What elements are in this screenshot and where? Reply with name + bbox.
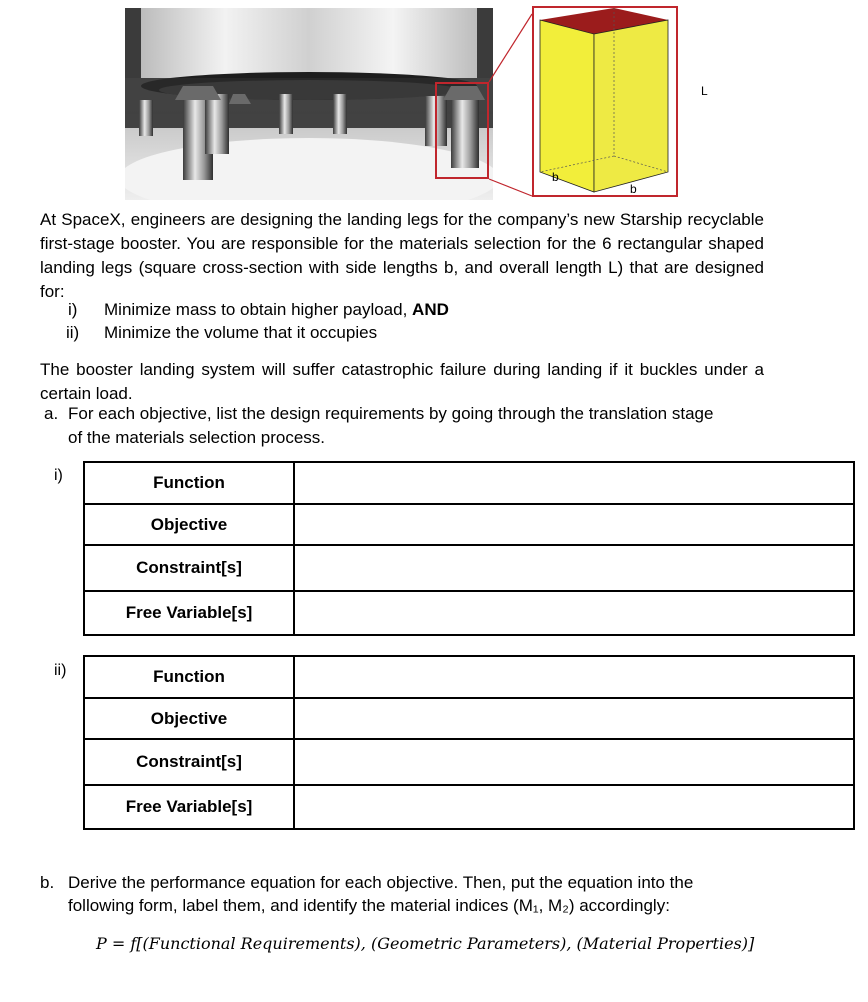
answer-cell-objective[interactable] [294, 698, 854, 739]
answer-cell-function[interactable] [294, 462, 854, 504]
row-label-constraints: Constraint[s] [84, 739, 294, 785]
row-label-free-variables: Free Variable[s] [84, 785, 294, 829]
table-row [84, 545, 854, 591]
objective-2-text: Minimize the volume that it occupies [104, 323, 378, 342]
part-a-text-line1: For each objective, list the design requirements by going through the translation stage [68, 404, 714, 423]
part-a-marker: a. [44, 404, 59, 423]
objective-1-and: AND [412, 300, 449, 319]
table-row [84, 698, 854, 739]
performance-equation: P = f[(Functional Requirements), (Geometric Parameters), (Material Properties)] [96, 934, 755, 953]
objective-2-marker: ii) [66, 323, 80, 342]
intro-paragraph: At SpaceX, engineers are designing the landing legs for the company’s new Starship recyclable first-stage booster. You are responsible for the materials selection for the 6 rectangular shaped landing legs (square cross-section with side lengths b, and overall length L) that are designed for: [40, 210, 764, 301]
requirements-table-1 [83, 461, 855, 636]
row-label-constraints: Constraint[s] [84, 545, 294, 591]
table-1-marker: i) [54, 467, 63, 484]
part-b-marker: b. [40, 873, 55, 892]
row-label-objective: Objective [84, 504, 294, 545]
part-b-text-line2: following form, label them, and identify the material indices (M₁, M₂) accordingly: [68, 896, 670, 915]
answer-cell-function[interactable] [294, 656, 854, 698]
row-label-function: Function [84, 656, 294, 698]
side-label-left: b [552, 170, 559, 184]
row-label-function: Function [84, 462, 294, 504]
objective-1-marker: i) [68, 300, 78, 319]
objective-1 [104, 299, 449, 321]
part-a-text-line2: of the materials selection process. [68, 428, 326, 447]
prism-diagram [532, 6, 678, 197]
length-label-outer: L [701, 84, 708, 98]
answer-cell-constraints[interactable] [294, 739, 854, 785]
table-row [84, 504, 854, 545]
answer-cell-free-variables[interactable] [294, 591, 854, 635]
row-label-objective: Objective [84, 698, 294, 739]
side-label-right: b [630, 182, 637, 196]
table-row [84, 591, 854, 635]
table-row [84, 656, 854, 698]
failure-paragraph: The booster landing system will suffer catastrophic failure during landing if it buckles under a certain load. [40, 360, 764, 403]
row-label-free-variables: Free Variable[s] [84, 591, 294, 635]
table-row [84, 739, 854, 785]
answer-cell-objective[interactable] [294, 504, 854, 545]
prism-side-face [594, 20, 668, 192]
objective-1-text: Minimize mass to obtain higher payload, [104, 300, 413, 319]
requirements-table-2 [83, 655, 855, 830]
answer-cell-free-variables[interactable] [294, 785, 854, 829]
table-row [84, 462, 854, 504]
answer-cell-constraints[interactable] [294, 545, 854, 591]
zoom-highlight-box [435, 82, 489, 179]
table-2-marker: ii) [54, 662, 67, 679]
part-b-text-line1: Derive the performance equation for each objective. Then, put the equation into the [68, 873, 694, 892]
table-row [84, 785, 854, 829]
